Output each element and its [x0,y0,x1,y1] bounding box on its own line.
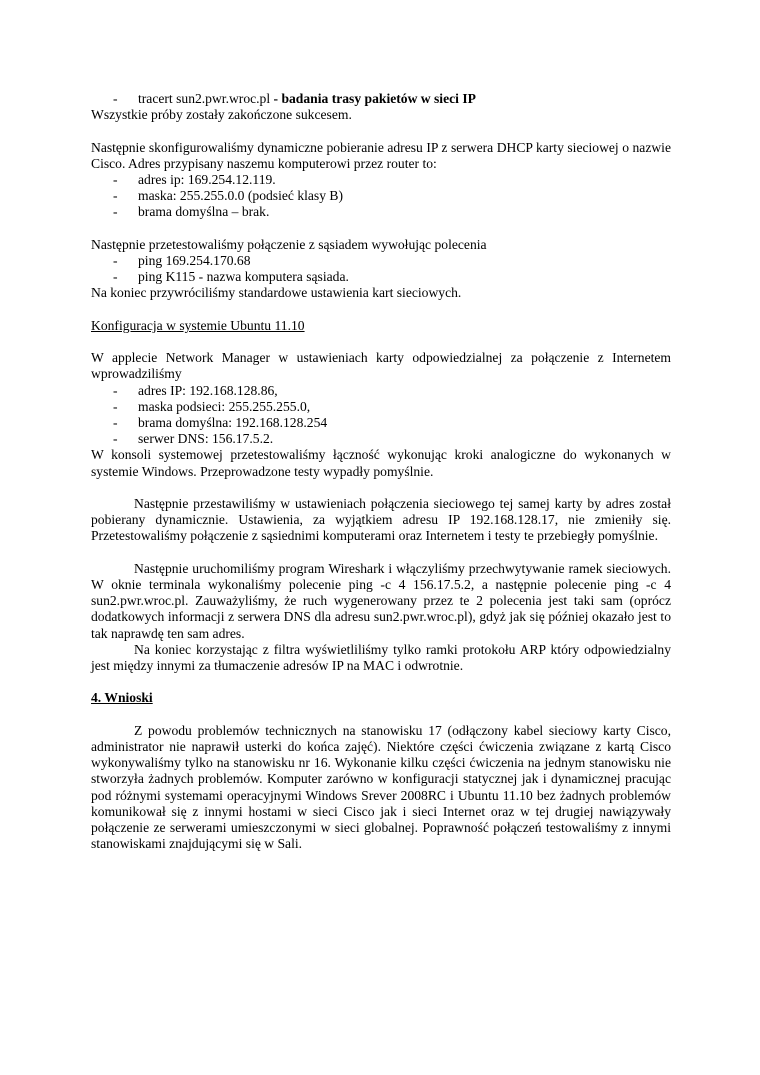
dhcp-list [91,172,671,221]
conclusions-paragraph: Z powodu problemów technicznych na stanowisku 17 (odłączony kabel sieciowy karty Cisco, administrator nie naprawił usterki do końca zajęć). Niektóre części ćwiczenia związane z kartą Cisco wykonywaliśmy tylko na stanowisku nr 16. Wykonanie kilku części ćwiczenia na jednym stanowisku nie stworzyła żadnych problemów. Komputer zarówno w konfiguracji statycznej jak i dynamicznej pracując pod różnymi systemami operacyjnymi Windows Srever 2008RC i Ubuntu 11.10 bez żadnych problemów komunikował się z innymi hostami w sieci Cisco jak i sieci Internet oraz w tej drugiej nawiązywały połączenie ze serwerami umieszczonymi w sieci globalnej. Poprawność połączeń testowaliśmy z innymi stanowiskami znajdującymi się w Sali. [91,722,671,852]
list-item: - brama domyślna: 192.168.128.254 [91,415,671,431]
ubuntu-test-result: W konsoli systemowej przetestowaliśmy łączność wykonując kroki analogiczne do wykonanych w systemie Windows. Przeprowadzone testy wypadły pomyślnie. [91,447,671,479]
tracert-summary: Wszystkie próby zostały zakończone sukcesem. [91,107,352,123]
list-item: - ping 169.254.170.68 [91,253,671,269]
list-item: - adres IP: 192.168.128.86, [91,383,671,399]
ping-intro: Następnie przetestowaliśmy połączenie z sąsiadem wywołując polecenia [91,236,487,252]
list-item: - serwer DNS: 156.17.5.2. [91,431,671,447]
conclusions-heading: 4. Wnioski [91,690,153,706]
list-item: - ping K115 - nazwa komputera sąsiada. [91,269,671,285]
ping-list [91,253,671,285]
list-item: - brama domyślna – brak. [91,204,671,220]
wireshark-paragraph: Następnie uruchomiliśmy program Wireshark i włączyliśmy przechwytywanie ramek sieciowych. W oknie terminala wykonaliśmy polecenie ping -c 4 156.17.5.2, a następnie polecenie ping -c 4 sun2.pwr.wroc.pl. Zauważyliśmy, że ruch wygenerowany przez te 2 polecenia jest taki sam (oprócz dodatkowych informacji z serwera DNS dla adresu sun2.pwr.wroc.pl), gdyż jak się później okazało jest to tak naprawdę ten sam adres. [91,560,671,641]
list-item [91,91,671,107]
tracert-list [91,91,671,107]
ping-outro: Na koniec przywróciliśmy standardowe ustawienia kart sieciowych. [91,285,462,301]
tracert-command: tracert sun2.pwr.wroc.pl [138,91,271,106]
list-item: - maska podsieci: 255.255.255.0, [91,399,671,415]
arp-paragraph: Na koniec korzystając z filtra wyświetliliśmy tylko ramki protokołu ARP który odpowiedzialny jest między innymi za tłumaczenie adresów IP na MAC i odwrotnie. [91,641,671,674]
ubuntu-heading: Konfiguracja w systemie Ubuntu 11.10 [91,317,305,333]
list-item: - maska: 255.255.0.0 (podsieć klasy B) [91,188,671,204]
ubuntu-list [91,383,671,448]
dhcp-intro: Następnie skonfigurowaliśmy dynamiczne pobieranie adresu IP z serwera DHCP karty sieciowej o nazwie Cisco. Adres przypisany naszemu komputerowi przez router to: [91,139,671,171]
dynamic-config-paragraph: Następnie przestawiliśmy w ustawieniach połączenia sieciowego tej samej karty by adres został pobierany dynamicznie. Ustawienia, za wyjątkiem adresu IP 192.168.128.17, nie zmieniły się. Przetestowaliśmy połączenie z sąsiednimi komputerami oraz Internetem i testy te przebiegły pomyślnie. [91,496,671,544]
tracert-description: - badania trasy pakietów w sieci IP [270,91,476,106]
list-item: - adres ip: 169.254.12.119. [91,172,671,188]
ubuntu-intro: W applecie Network Manager w ustawieniach karty odpowiedzialnej za połączenie z Internetem wprowadziliśmy [91,350,671,382]
document-content [91,91,671,852]
